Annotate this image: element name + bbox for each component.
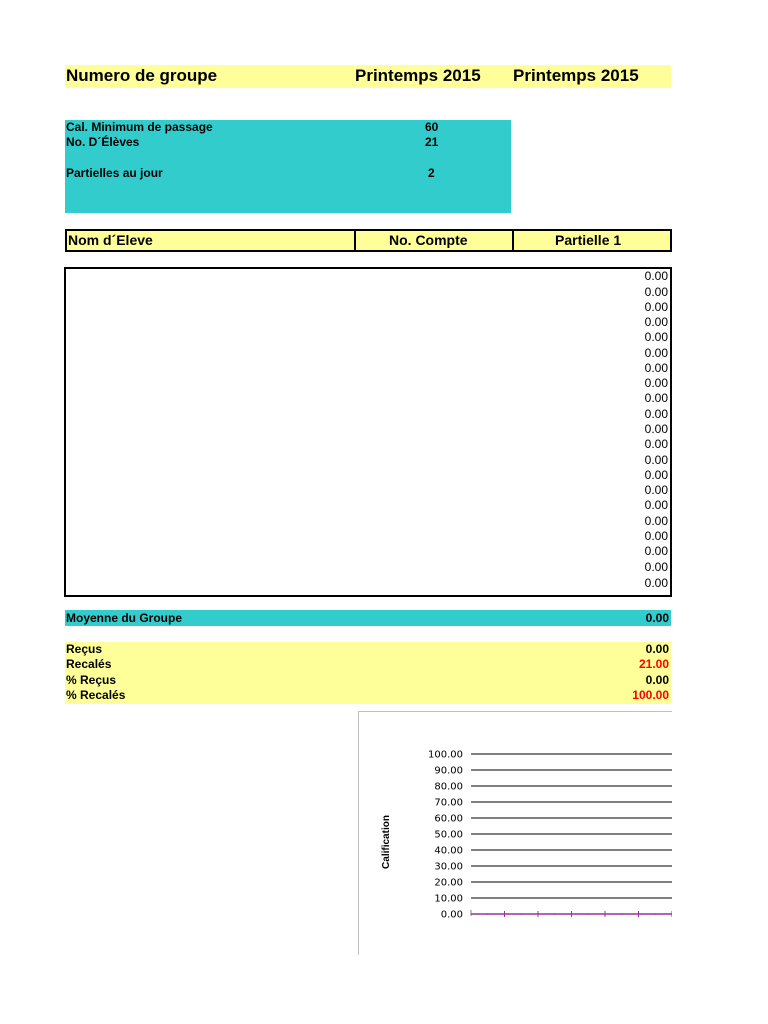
group-number-label: Numero de groupe bbox=[66, 66, 218, 85]
data-point bbox=[520, 913, 522, 915]
column-header-account-number: No. Compte bbox=[389, 232, 468, 248]
column-divider bbox=[354, 231, 356, 250]
grade-cell[interactable]: 0.00 bbox=[644, 346, 668, 360]
pct-passed-value: 0.00 bbox=[645, 673, 669, 687]
y-tick-label: 70.00 bbox=[434, 797, 463, 809]
grade-cell[interactable]: 0.00 bbox=[644, 576, 668, 590]
min-pass-label: Cal. Minimum de passage bbox=[66, 120, 213, 134]
student-list bbox=[64, 267, 672, 597]
data-point bbox=[554, 913, 556, 915]
y-tick-label: 20.00 bbox=[434, 877, 463, 889]
y-tick-label: 30.00 bbox=[434, 861, 463, 873]
grade-cell[interactable]: 0.00 bbox=[644, 560, 668, 574]
grade-cell[interactable]: 0.00 bbox=[644, 514, 668, 528]
y-axis-label: Calification bbox=[381, 815, 392, 869]
grades-chart bbox=[358, 711, 672, 955]
grade-cell[interactable]: 0.00 bbox=[644, 468, 668, 482]
y-tick-label: 80.00 bbox=[434, 781, 463, 793]
grade-cell[interactable]: 0.00 bbox=[644, 422, 668, 436]
info-panel bbox=[65, 120, 511, 213]
grade-cell[interactable]: 0.00 bbox=[644, 437, 668, 451]
grade-cell[interactable]: 0.00 bbox=[644, 498, 668, 512]
grade-cell[interactable]: 0.00 bbox=[644, 330, 668, 344]
column-header-student-name: Nom d´Eleve bbox=[68, 232, 153, 248]
y-tick-label: 50.00 bbox=[434, 829, 463, 841]
semester-label-2: Printemps 2015 bbox=[513, 66, 639, 85]
semester-label-1: Printemps 2015 bbox=[355, 66, 481, 85]
pct-failed-value: 100.00 bbox=[632, 688, 669, 702]
y-tick-label: 0.00 bbox=[440, 909, 463, 921]
grade-cell[interactable]: 0.00 bbox=[644, 483, 668, 497]
grade-cell[interactable]: 0.00 bbox=[644, 529, 668, 543]
passed-label: Reçus bbox=[66, 642, 103, 656]
grade-cell[interactable]: 0.00 bbox=[644, 300, 668, 314]
pct-passed-label: % Reçus bbox=[66, 673, 117, 687]
grade-cell[interactable]: 0.00 bbox=[644, 376, 668, 390]
partials-value: 2 bbox=[428, 166, 435, 180]
title-bar bbox=[65, 65, 671, 88]
y-tick-label: 90.00 bbox=[434, 765, 463, 777]
grade-cell[interactable]: 0.00 bbox=[644, 269, 668, 283]
passed-value: 0.00 bbox=[645, 642, 669, 656]
data-point bbox=[587, 913, 589, 915]
students-count-label: No. D´Élèves bbox=[66, 135, 140, 149]
grade-cell[interactable]: 0.00 bbox=[644, 391, 668, 405]
failed-label: Recalés bbox=[66, 657, 112, 671]
grade-cell[interactable]: 0.00 bbox=[644, 315, 668, 329]
data-point bbox=[621, 913, 623, 915]
y-tick-label: 60.00 bbox=[434, 813, 463, 825]
stats-panel bbox=[65, 642, 671, 704]
pct-failed-label: % Recalés bbox=[66, 688, 126, 702]
group-average-bar bbox=[65, 610, 671, 626]
grade-cell[interactable]: 0.00 bbox=[644, 453, 668, 467]
grade-cell[interactable]: 0.00 bbox=[644, 544, 668, 558]
column-header-partial-1: Partielle 1 bbox=[555, 232, 622, 248]
chart-canvas bbox=[359, 712, 672, 955]
partials-label: Partielles au jour bbox=[66, 166, 163, 180]
grade-cell[interactable]: 0.00 bbox=[644, 361, 668, 375]
grade-cell[interactable]: 0.00 bbox=[644, 407, 668, 421]
group-average-label: Moyenne du Groupe bbox=[66, 611, 183, 625]
data-point bbox=[487, 913, 489, 915]
grade-cell[interactable]: 0.00 bbox=[644, 285, 668, 299]
group-average-value: 0.00 bbox=[645, 611, 669, 625]
column-divider bbox=[512, 231, 514, 250]
y-tick-label: 40.00 bbox=[434, 845, 463, 857]
y-tick-label: 10.00 bbox=[434, 893, 463, 905]
failed-value: 21.00 bbox=[638, 657, 669, 671]
min-pass-value: 60 bbox=[425, 120, 439, 134]
y-tick-label: 100.00 bbox=[428, 749, 463, 761]
data-point bbox=[654, 913, 656, 915]
table-header bbox=[65, 229, 672, 252]
students-count-value: 21 bbox=[425, 135, 439, 149]
